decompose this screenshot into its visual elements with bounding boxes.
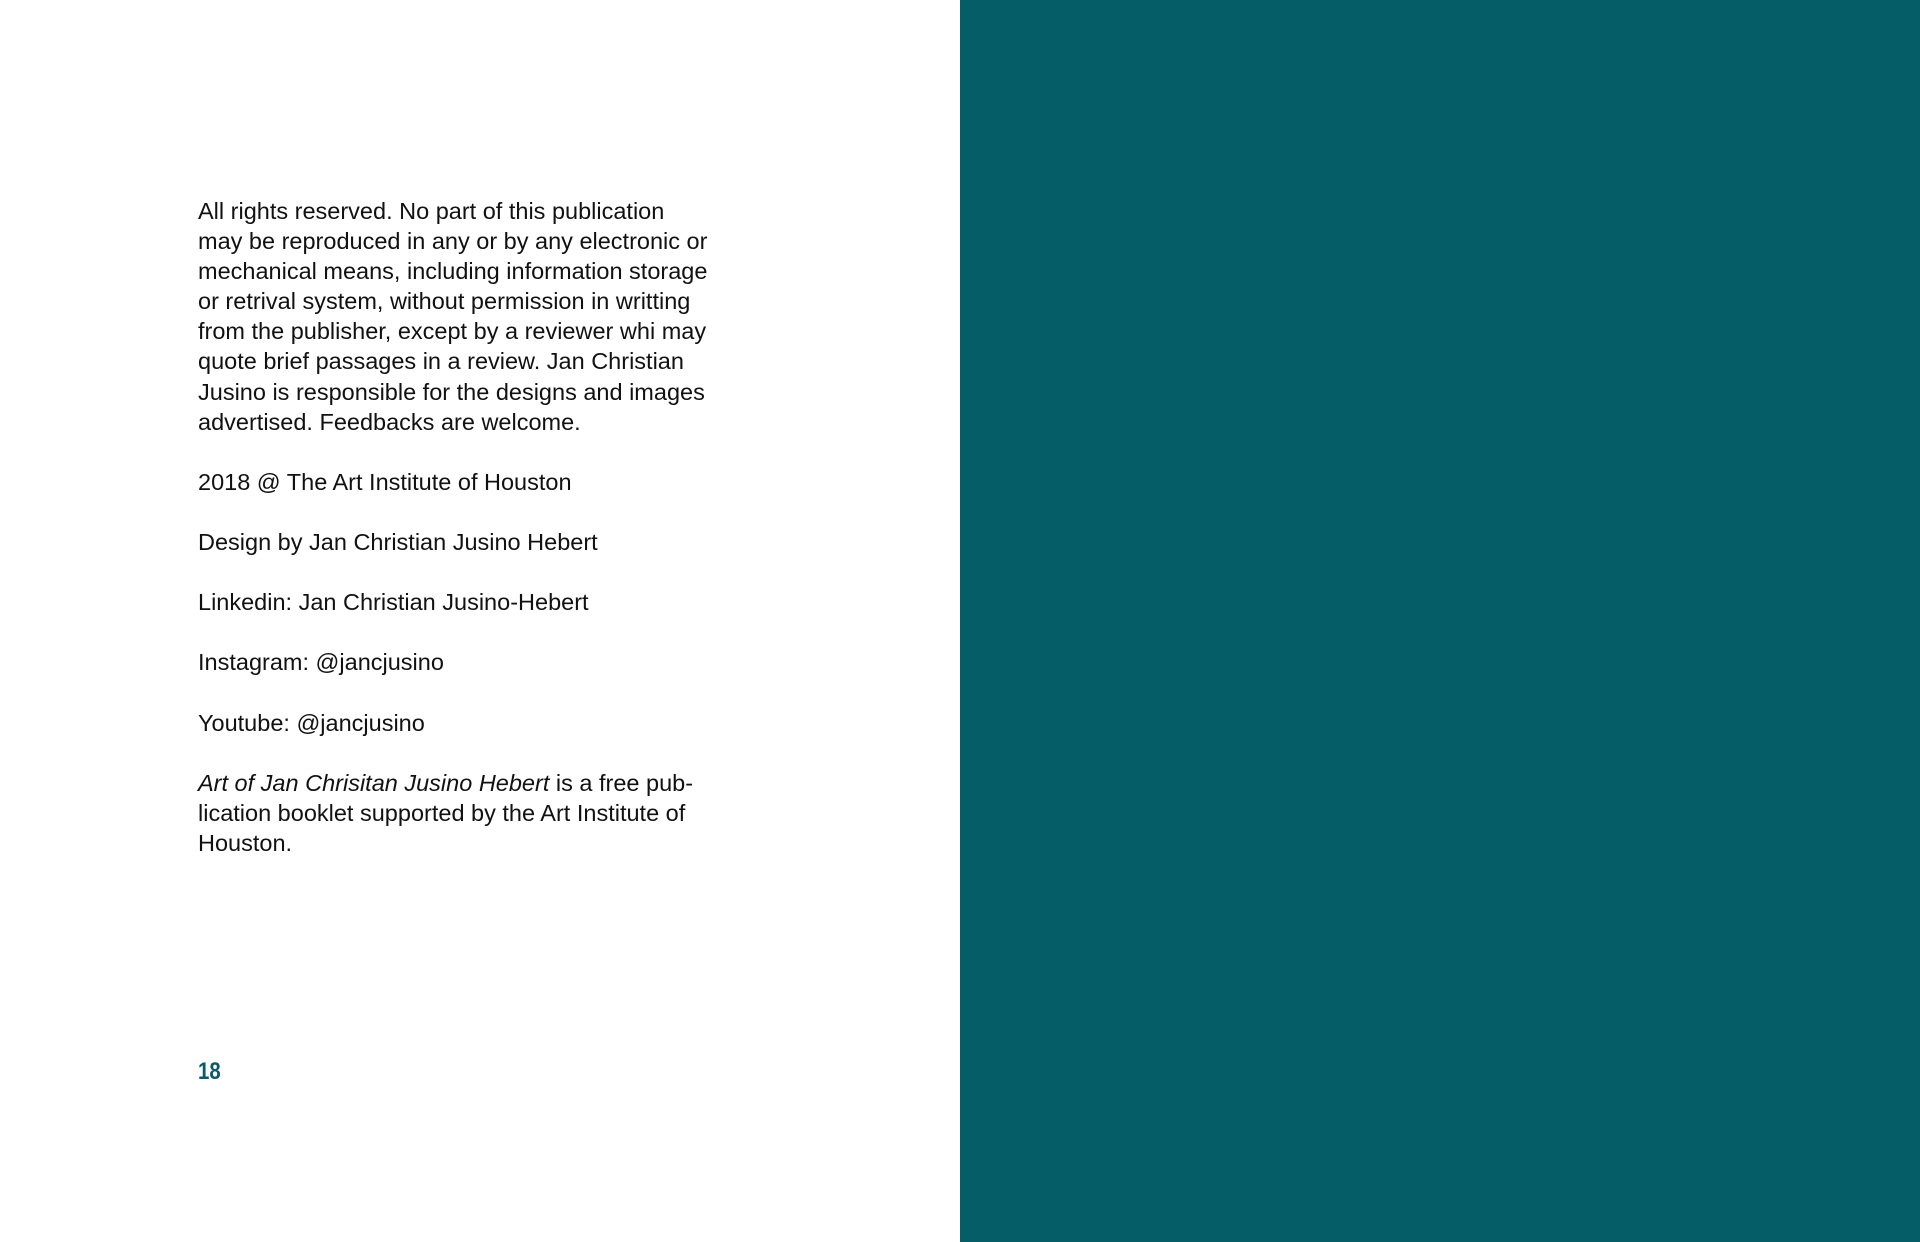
- linkedin-line: Linkedin: Jan Christian Jusino-Hebert: [198, 589, 589, 616]
- closing-line-1: [198, 768, 707, 798]
- teal-color-panel: [960, 0, 1920, 1242]
- design-credit: Design by Jan Christian Jusino Hebert: [198, 529, 598, 556]
- copyright-line: quote brief passages in a review. Jan Christian: [198, 348, 684, 375]
- copyright-line: or retrival system, without permission in writting: [198, 288, 691, 315]
- youtube-line: Youtube: @jancjusino: [198, 709, 425, 736]
- page-number: 18: [198, 1058, 221, 1085]
- copyright-line: mechanical means, including information storage: [198, 258, 708, 285]
- copyright-line: from the publisher, except by a reviewer whi may: [198, 318, 707, 345]
- instagram-line: Instagram: @jancjusino: [198, 649, 444, 676]
- closing-line-3: Houston.: [198, 829, 293, 856]
- booklet-title: Art of Jan Chrisitan Jusino Hebert: [198, 769, 550, 796]
- copyright-line: All rights reserved. No part of this publication: [198, 198, 665, 224]
- copyright-line: Jusino is responsible for the designs and images: [198, 378, 705, 405]
- closing-line-2: lication booklet supported by the Art Institute of: [198, 799, 686, 826]
- colophon-text: [198, 196, 707, 858]
- copyright-line: advertised. Feedbacks are welcome.: [198, 408, 581, 435]
- closing-line-1-rest: is a free pub-: [549, 769, 694, 796]
- copyright-line: may be reproduced in any or by any electronic or: [198, 228, 708, 255]
- year-line: 2018 @ The Art Institute of Houston: [198, 468, 572, 495]
